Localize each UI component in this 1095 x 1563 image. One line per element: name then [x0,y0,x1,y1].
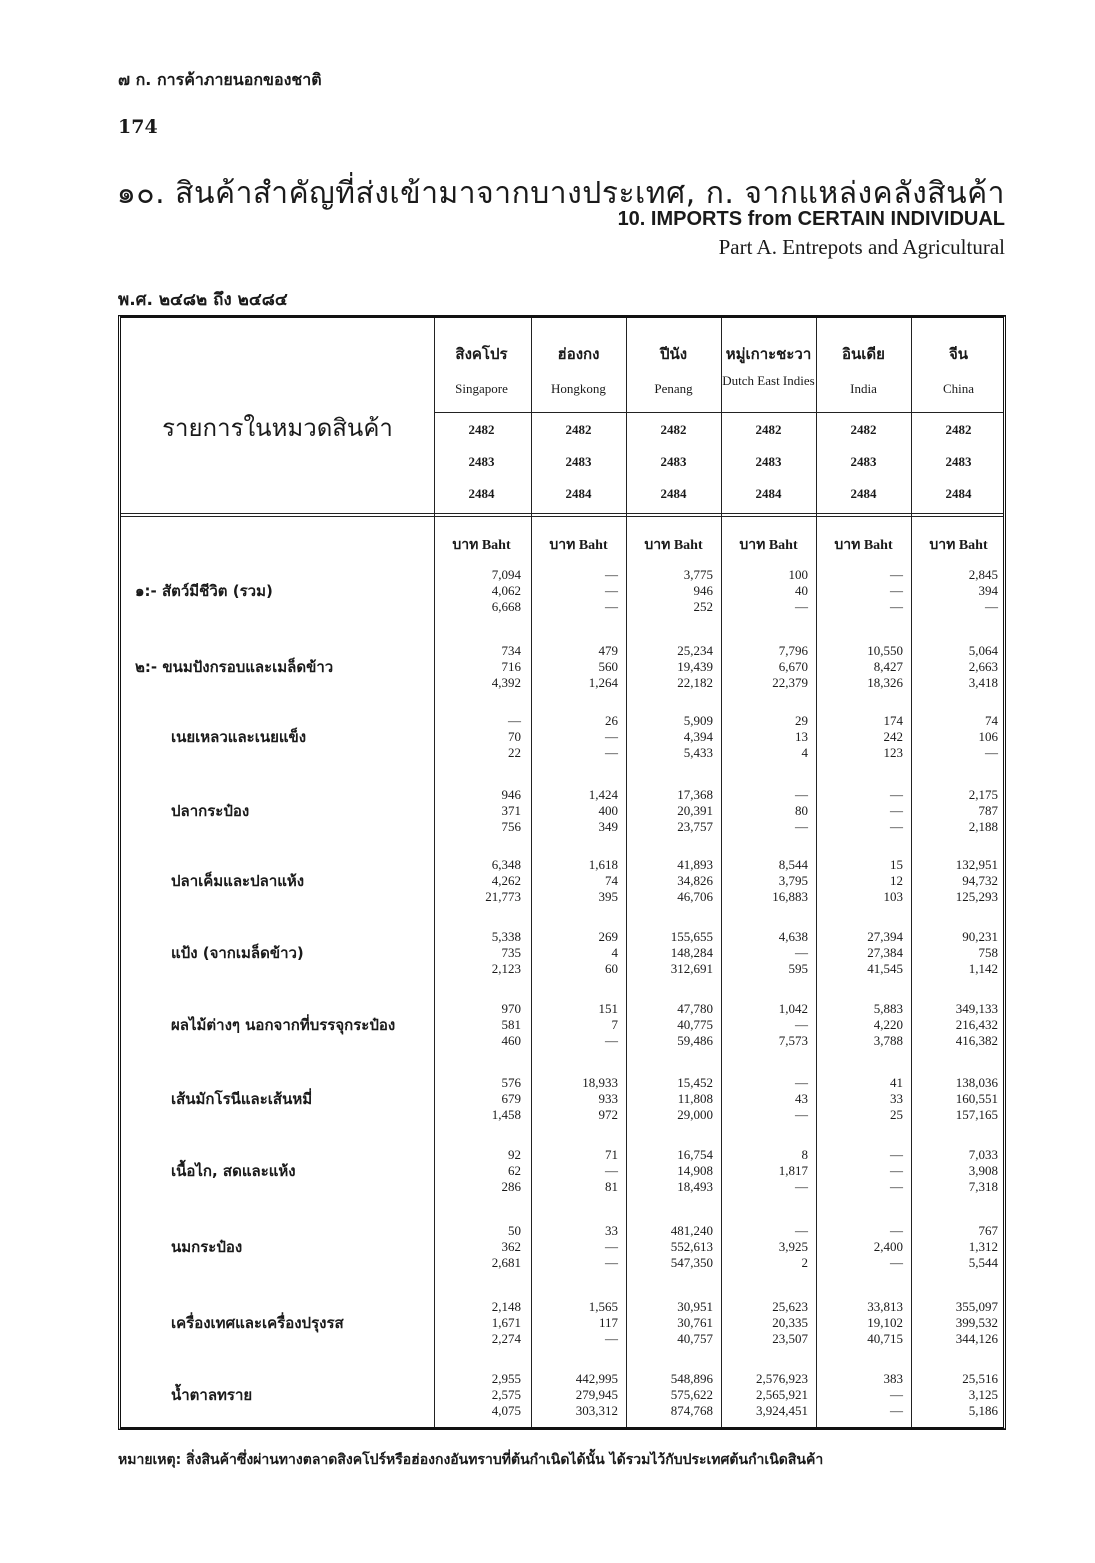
table-cell-value: 2,681 [491,1255,521,1270]
table-cell-value: — [890,583,903,598]
table-cell-value: 6,670 [778,659,808,674]
table-cell-value: 3,925 [778,1239,808,1254]
column-header-english: China [942,381,975,396]
table-cell-value: 18,493 [677,1179,713,1194]
table-cell-value: 2,123 [491,961,521,976]
table-cell-value: 160,551 [955,1091,998,1106]
year-label: 2483 [468,454,495,469]
year-label: 2484 [945,486,972,501]
table-cell-value: 394 [978,583,998,598]
header-divider [434,412,1003,413]
unit-label: บาท Baht [739,538,798,553]
imports-table [118,315,1006,1430]
table-cell-value: 3,775 [683,567,713,582]
table-cell-value: 27,384 [867,945,903,960]
header-bottom-rule [121,516,1003,517]
table-cell-value: — [890,819,903,834]
year-label: 2482 [850,422,877,437]
table-cell-value: — [890,1179,903,1194]
footnote: หมายเหตุ: สิ่งสินค้าซึ่งผ่านทางตลาดสิงคโปร์หรือฮ่องกงอันทราบที่ต้นกำเนิดได้นั้น ได้รวมไว้กับประเทศต้นกำเนิดสินค้า [118,1452,824,1468]
row-label: ปลาเค็มและปลาแห้ง [171,872,305,890]
column-header-thai: สิงคโปร [455,345,508,363]
table-cell-value: 735 [501,945,521,960]
table-cell-value: 3,908 [968,1163,998,1178]
table-cell-value: 1,312 [968,1239,998,1254]
table-cell-value: — [795,1017,808,1032]
table-cell-value: 74 [985,713,998,728]
table-cell-value: 80 [795,803,808,818]
table-cell-value: 100 [788,567,808,582]
table-cell-value: 22,379 [772,675,808,690]
year-label: 2484 [468,486,495,501]
table-cell-value: 5,338 [491,929,521,944]
row-label: เครื่องเทศและเครื่องปรุงรส [171,1314,344,1332]
table-cell-value: 1,618 [588,857,618,872]
table-cell-value: — [605,1239,618,1254]
table-cell-value: 756 [501,819,521,834]
table-cell-value: 5,433 [683,745,713,760]
table-cell-value: 27,394 [867,929,903,944]
table-cell-value: 50 [508,1223,521,1238]
column-header-english: Hongkong [551,381,606,396]
table-cell-value: — [890,567,903,582]
year-label: 2482 [468,422,495,437]
unit-label: บาท Baht [549,538,608,553]
table-cell-value: — [890,1147,903,1162]
table-cell-value: 5,883 [873,1001,903,1016]
table-cell-value: 41,545 [867,961,903,976]
table-cell-value: — [890,1403,903,1418]
table-cell-value: — [795,819,808,834]
table-cell-value: 33 [890,1091,903,1106]
table-cell-value: 970 [501,1001,521,1016]
row-label: ปลากระป๋อง [171,802,250,820]
table-cell-value: 20,335 [772,1315,808,1330]
column-header-english: Dutch East Indies [722,373,815,388]
table-cell-value: — [605,745,618,760]
table-cell-value: 595 [788,961,808,976]
table-cell-value: 2,175 [968,787,998,802]
table-cell-value: 2,575 [491,1387,521,1402]
table-cell-value: 547,350 [670,1255,713,1270]
table-cell-value: 40,715 [867,1331,903,1346]
year-label: 2482 [755,422,782,437]
table-cell-value: 10,550 [867,643,903,658]
table-cell-value: 40 [795,583,808,598]
table-cell-value: 25 [890,1107,903,1122]
table-cell-value: 3,418 [968,675,998,690]
column-header-thai: อินเดีย [842,345,885,363]
table-cell-value: 60 [605,961,618,976]
table-cell-value: 7 [611,1017,618,1032]
table-cell-value: — [508,713,521,728]
table-cell-value: 41 [890,1075,903,1090]
table-cell-value: 5,909 [683,713,713,728]
table-cell-value: 4,394 [683,729,713,744]
year-label: 2483 [565,454,592,469]
table-cell-value: 362 [501,1239,521,1254]
table-cell-value: 7,318 [968,1179,998,1194]
table-cell-value: 972 [598,1107,618,1122]
column-header-english: Penang [654,381,693,396]
table-cell-value: 59,486 [677,1033,713,1048]
table-cell-value: — [605,567,618,582]
table-cell-value: 416,382 [955,1033,998,1048]
table-cell-value: — [795,787,808,802]
table-cell-value: — [795,599,808,614]
table-cell-value: 30,761 [677,1315,713,1330]
table-cell-value: — [605,599,618,614]
table-cell-value: 286 [501,1179,521,1194]
table-cell-value: 2,400 [873,1239,903,1254]
table-cell-value: 2,565,921 [756,1387,808,1402]
table-cell-value: 371 [501,803,521,818]
table-cell-value: 90,231 [962,929,998,944]
table-cell-value: 383 [883,1371,903,1386]
section-label: ๗ ก. การค้าภายนอกของชาติ [118,70,322,89]
year-label: 2482 [945,422,972,437]
table-cell-value: 47,780 [677,1001,713,1016]
table-cell-value: 4,262 [491,873,521,888]
table-cell-value: 1,142 [968,961,998,976]
table-cell-value: 29,000 [677,1107,713,1122]
table-cell-value: — [890,1223,903,1238]
table-cell-value: 4,220 [873,1017,903,1032]
column-header-english: Singapore [455,381,508,396]
table-cell-value: 5,544 [968,1255,998,1270]
table-cell-value: 552,613 [670,1239,713,1254]
table-cell-value: 125,293 [955,889,998,904]
table-cell-value: 349,133 [955,1001,998,1016]
table-cell-value: 16,754 [677,1147,713,1162]
table-cell-value: 25,516 [962,1371,998,1386]
year-label: 2483 [850,454,877,469]
table-cell-value: 29 [795,713,808,728]
table-cell-value: 3,924,451 [756,1403,808,1418]
table-cell-value: 94,732 [962,873,998,888]
unit-label: บาท Baht [644,538,703,553]
table-cell-value: 16,883 [772,889,808,904]
table-cell-value: 279,945 [575,1387,618,1402]
table-cell-value: 946 [501,787,521,802]
table-cell-value: 7,796 [778,643,808,658]
column-header-thai: จีน [948,345,969,363]
table-cell-value: 123 [883,745,903,760]
table-cell-value: 2,148 [491,1299,521,1314]
table-cell-value: 7,573 [778,1033,808,1048]
unit-label: บาท Baht [929,538,988,553]
table-cell-value: 548,896 [670,1371,713,1386]
table-cell-value: 132,951 [955,857,998,872]
table-cell-value: 174 [883,713,903,728]
table-cell-value: 7,094 [491,567,521,582]
table-cell-value: 1,817 [778,1163,808,1178]
table-cell-value: 17,368 [677,787,713,802]
table-cell-value: — [890,599,903,614]
table-cell-value: 933 [598,1091,618,1106]
title-thai: ๑๐. สินค้าสำคัญที่ส่งเข้ามาจากบางประเทศ, ก. จากแหล่งคลังสินค้า [116,176,1005,211]
table-cell-value: 18,933 [582,1075,618,1090]
table-cell-value: 4,638 [778,929,808,944]
table-cell-value: 4,075 [491,1403,521,1418]
table-cell-value: 34,826 [677,873,713,888]
table-cell-value: 148,284 [670,945,713,960]
table-cell-value: — [795,1223,808,1238]
table-cell-value: 33 [605,1223,618,1238]
table-cell-value: 6,348 [491,857,521,872]
row-label: แป้ง (จากเมล็ดข้าว) [171,944,304,962]
table-cell-value: — [985,745,998,760]
table-cell-value: 874,768 [670,1403,713,1418]
row-label: น้ำตาลทราย [171,1386,253,1404]
table-cell-value: 303,312 [575,1403,618,1418]
row-label: นมกระป๋อง [171,1238,243,1256]
row-label: เนยเหลวและเนยแข็ง [171,728,307,746]
table-cell-value: 106 [978,729,998,744]
table-cell-value: — [605,1163,618,1178]
unit-label: บาท Baht [452,538,511,553]
table-cell-value: 7,033 [968,1147,998,1162]
table-cell-value: 2 [801,1255,808,1270]
table-cell-value: 138,036 [955,1075,998,1090]
table-cell-value: 117 [598,1315,618,1330]
table-cell-value: 25,234 [677,643,713,658]
table-cell-value: 13 [795,729,808,744]
table-cell-value: 252 [693,599,713,614]
table-cell-value: — [985,599,998,614]
column-header-thai: ปีนัง [659,345,688,363]
table-cell-value: 74 [605,873,618,888]
table-cell-value: 8,427 [873,659,903,674]
table-cell-value: 460 [501,1033,521,1048]
table-cell-value: 349 [598,819,618,834]
table-cell-value: 81 [605,1179,618,1194]
table-cell-value: 1,264 [588,675,618,690]
table-cell-value: — [605,729,618,744]
table-cell-value: — [795,945,808,960]
table-cell-value: 679 [501,1091,521,1106]
stub-header: รายการในหมวดสินค้า [162,414,393,442]
column-header-thai: หมู่เกาะชะวา [725,345,812,363]
table-cell-value: 4 [611,945,618,960]
table-cell-value: 92 [508,1147,521,1162]
table-cell-value: 12 [890,873,903,888]
table-cell-value: — [605,1033,618,1048]
table-cell-value: — [890,1255,903,1270]
row-label: ผลไม้ต่างๆ นอกจากที่บรรจุกระป๋อง [171,1016,396,1034]
row-label: เนื้อไก, สดและแห้ง [171,1162,296,1180]
table-cell-value: 6,668 [491,599,521,614]
table-cell-value: 2,955 [491,1371,521,1386]
year-label: 2482 [660,422,687,437]
table-cell-value: — [890,1387,903,1402]
table-cell-value: — [605,1255,618,1270]
table-cell-value: 3,125 [968,1387,998,1402]
table-cell-value: 20,391 [677,803,713,818]
table-cell-value: 14,908 [677,1163,713,1178]
table-cell-value: 758 [978,945,998,960]
table-cell-value: 151 [598,1001,618,1016]
table-cell-value: 1,671 [491,1315,521,1330]
header-divider [121,513,1003,514]
table-cell-value: 46,706 [677,889,713,904]
period-label: พ.ศ. ๒๔๘๒ ถึง ๒๔๘๔ [118,290,288,310]
table-cell-value: 62 [508,1163,521,1178]
table-cell-value: 4 [801,745,808,760]
table-cell-value: 576 [501,1075,521,1090]
table-cell-value: 4,392 [491,675,521,690]
table-cell-value: 481,240 [670,1223,713,1238]
table-cell-value: — [890,1163,903,1178]
title-english: 10. IMPORTS from CERTAIN INDIVIDUAL [617,208,1005,230]
row-label: ๒:- ขนมปังกรอบและเมล็ดข้าว [135,658,334,676]
year-label: 2483 [660,454,687,469]
table-cell-value: 399,532 [955,1315,998,1330]
table-cell-value: 2,188 [968,819,998,834]
table-cell-value: 8 [801,1147,808,1162]
table-cell-value: 25,623 [772,1299,808,1314]
year-label: 2482 [565,422,592,437]
table-cell-value: 5,064 [968,643,998,658]
table-cell-value: — [890,787,903,802]
table-cell-value: 4,062 [491,583,521,598]
table-cell-value: 30,951 [677,1299,713,1314]
subtitle-english: Part A. Entrepots and Agricultural [718,235,1005,259]
table-cell-value: 19,102 [867,1315,903,1330]
table-cell-value: 18,326 [867,675,903,690]
table-cell-value: 2,274 [491,1331,521,1346]
table-cell-value: 575,622 [670,1387,713,1402]
table-cell-value: 767 [978,1223,998,1238]
table-cell-value: 3,788 [873,1033,903,1048]
table-cell-value: 344,126 [955,1331,998,1346]
table-cell-value: 8,544 [778,857,808,872]
table-cell-value: 157,165 [955,1107,998,1122]
year-label: 2484 [850,486,877,501]
table-cell-value: 560 [598,659,618,674]
table-cell-value: 15 [890,857,903,872]
table-cell-value: 946 [693,583,713,598]
column-header-thai: ฮ่องกง [557,345,600,363]
table-cell-value: 26 [605,713,618,728]
table-cell-value: 11,808 [677,1091,713,1106]
table-cell-value: 33,813 [867,1299,903,1314]
table-cell-value: 23,757 [677,819,713,834]
table-cell-value: — [605,1331,618,1346]
table-cell-value: 400 [598,803,618,818]
table-cell-value: 581 [501,1017,521,1032]
table-cell-value: 2,845 [968,567,998,582]
year-label: 2483 [945,454,972,469]
table-cell-value: 312,691 [670,961,713,976]
table-cell-value: 41,893 [677,857,713,872]
table-cell-value: 71 [605,1147,618,1162]
column-header-english: India [850,381,877,396]
year-label: 2484 [565,486,592,501]
table-cell-value: 23,507 [772,1331,808,1346]
table-cell-value: 442,995 [575,1371,618,1386]
table-cell-value: 1,042 [778,1001,808,1016]
table-cell-value: — [605,583,618,598]
table-cell-value: 269 [598,929,618,944]
table-cell-value: 479 [598,643,618,658]
table-cell-value: 3,795 [778,873,808,888]
table-cell-value: 1,424 [588,787,618,802]
table-cell-value: 40,775 [677,1017,713,1032]
table-cell-value: 734 [501,643,521,658]
table-cell-value: 242 [883,729,903,744]
year-label: 2483 [755,454,782,469]
table-cell-value: 22 [508,745,521,760]
table-cell-value: 22,182 [677,675,713,690]
table-cell-value: 40,757 [677,1331,713,1346]
table-cell-value: 21,773 [485,889,521,904]
table-cell-value: 395 [598,889,618,904]
table-cell-value: 2,576,923 [756,1371,808,1386]
table-cell-value: 155,655 [670,929,713,944]
table-cell-value: — [795,1107,808,1122]
page-number: 174 [118,116,158,138]
table-cell-value: 1,565 [588,1299,618,1314]
table-cell-value: 216,432 [955,1017,998,1032]
row-label: เส้นมักโรนีและเส้นหมี่ [171,1090,313,1108]
table-cell-value: 103 [883,889,903,904]
table-cell-value: 70 [508,729,521,744]
year-label: 2484 [660,486,687,501]
table-cell-value: — [795,1075,808,1090]
year-label: 2484 [755,486,782,501]
table-cell-value: 2,663 [968,659,998,674]
table-cell-value: 19,439 [677,659,713,674]
table-cell-value: 1,458 [491,1107,521,1122]
table-cell-value: 43 [795,1091,808,1106]
unit-label: บาท Baht [834,538,893,553]
table-cell-value: 716 [501,659,521,674]
table-cell-value: — [890,803,903,818]
table-cell-value: 5,186 [968,1403,998,1418]
row-label: ๑:- สัตว์มีชีวิต (รวม) [135,582,273,600]
table-cell-value: — [795,1179,808,1194]
table-cell-value: 355,097 [955,1299,998,1314]
table-cell-value: 787 [978,803,998,818]
table-cell-value: 15,452 [677,1075,713,1090]
